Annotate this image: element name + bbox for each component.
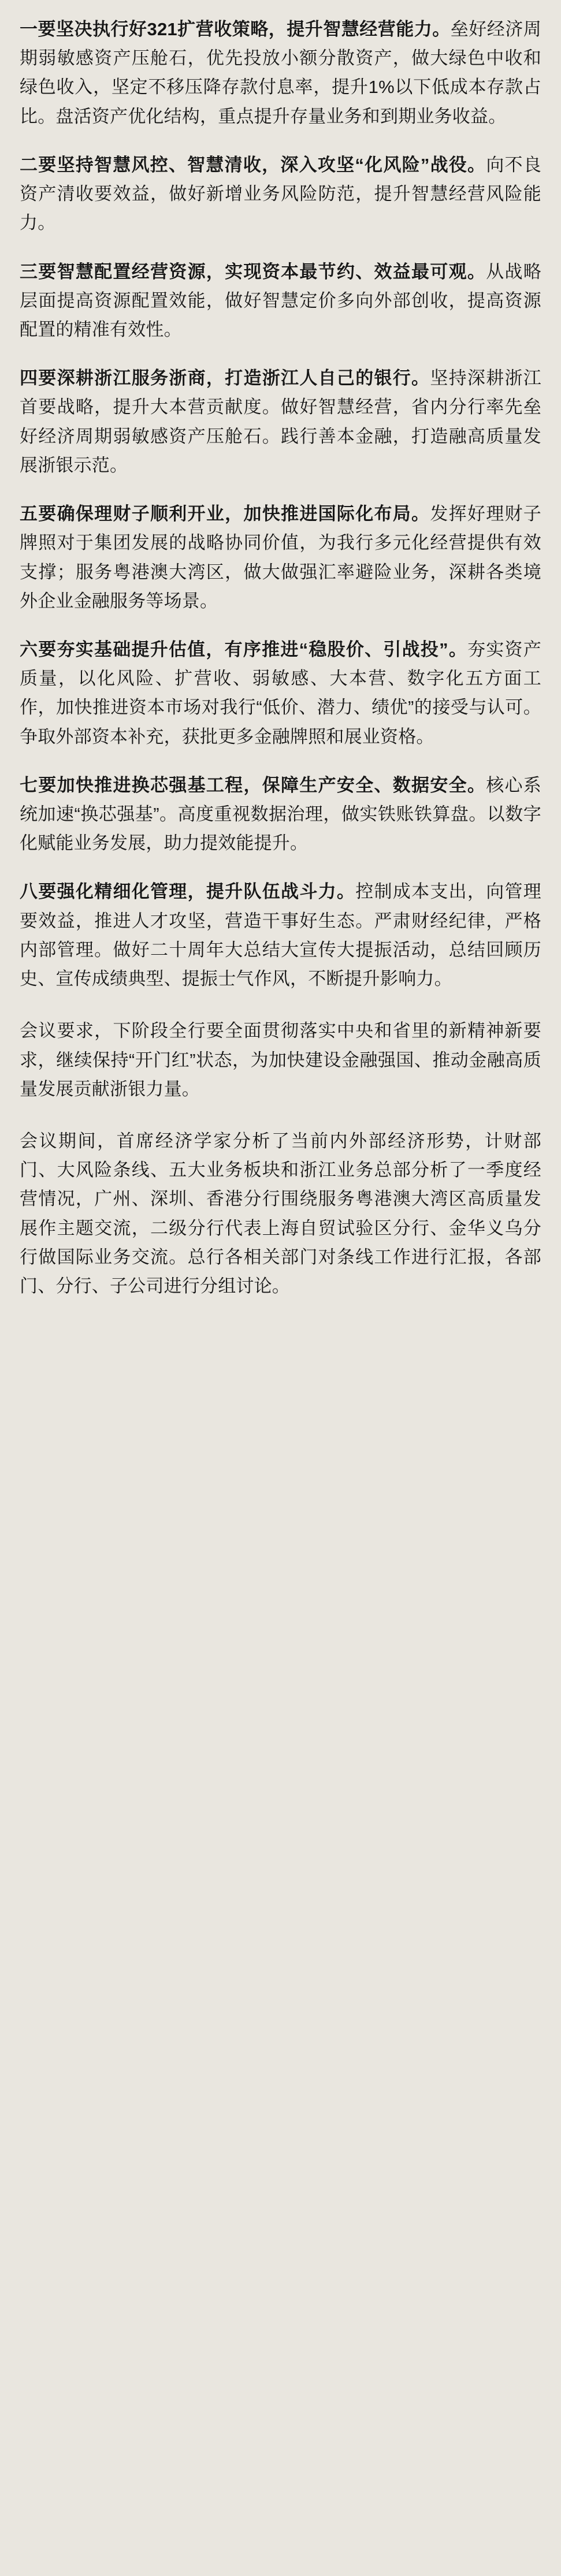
paragraph-2-lead: 二要坚持智慧风控、智慧清收，深入攻坚“化风险”战役。 [20,154,486,175]
paragraph-5-body: 发挥好理财子牌照对于集团发展的战略协同价值，为我行多元化经营提供有效支撑；服务粤港澳大湾区，做大做强汇率避险业务，深耕各类境外企业金融服务等场景。 [20,504,542,611]
paragraph-7 [20,771,541,858]
paragraph-3 [20,258,541,345]
paragraph-6 [20,635,541,751]
paragraph-10-body: 会议期间，首席经济学家分析了当前内外部经济形势，计财部门、大风险条线、五大业务板块和浙江业务总部分析了一季度经营情况，广州、深圳、香港分行围绕服务粤港澳大湾区高质量发展作主题交流，二级分行代表上海自贸试验区分行、金华义乌分行做国际业务交流。总行各相关部门对条线工作进行汇报，各部门、分行、子公司进行分组讨论。 [20,1131,541,1297]
paragraph-8-lead: 八要强化精细化管理，提升队伍战斗力。 [20,881,356,902]
paragraph-9 [20,1017,541,1104]
paragraph-8 [20,877,541,993]
paragraph-1-body: 垒好经济周期弱敏感资产压舱石，优先投放小额分散资产，做大绿色中收和绿色收入，坚定不移压降存款付息率，提升1%以下低成本存款占比。盘活资产优化结构，重点提升存量业务和到期业务收益。 [20,19,541,126]
paragraph-4-lead: 四要深耕浙江服务浙商，打造浙江人自己的银行。 [20,368,430,389]
paragraph-4 [20,364,541,480]
paragraph-9-body: 会议要求，下阶段全行要全面贯彻落实中央和省里的新精神新要求，继续保持“开门红”状态，为加快建设金融强国、推动金融高质量发展贡献浙银力量。 [20,1021,541,1099]
paragraph-7-body: 核心系统加速“换芯强基”。高度重视数据治理，做实铁账铁算盘。以数字化赋能业务发展，助力提效能提升。 [20,775,541,854]
paragraph-6-body: 夯实资产质量，以化风险、扩营收、弱敏感、大本营、数字化五方面工作，加快推进资本市场对我行“低价、潜力、绩优”的接受与认可。争取外部资本补充，获批更多金融牌照和展业资格。 [20,639,541,747]
paragraph-2-body: 向不良资产清收要效益，做好新增业务风险防范，提升智慧经营风险能力。 [20,154,541,233]
paragraph-5-lead: 五要确保理财子顺利开业，加快推进国际化布局。 [20,504,430,524]
paragraph-5 [20,500,541,616]
paragraph-7-lead: 七要加快推进换芯强基工程，保障生产安全、数据安全。 [20,775,486,795]
paragraph-6-lead: 六要夯实基础提升估值，有序推进“稳股价、引战投”。 [20,639,468,660]
paragraph-8-body: 控制成本支出，向管理要效益，推进人才攻坚，营造干事好生态。严肃财经纪律，严格内部管理。做好二十周年大总结大宣传大提振活动，总结回顾历史、宣传成绩典型、提振士气作风，不断提升影响力。 [20,881,541,989]
paragraph-2 [20,151,541,238]
paragraph-4-body: 坚持深耕浙江首要战略，提升大本营贡献度。做好智慧经营，省内分行率先垒好经济周期弱敏感资产压舱石。践行善本金融，打造融高质量发展浙银示范。 [20,368,542,475]
paragraph-1-lead: 一要坚决执行好321扩营收策略，提升智慧经营能力。 [20,19,451,39]
paragraph-3-body: 从战略层面提高资源配置效能，做好智慧定价多向外部创收，提高资源配置的精准有效性。 [20,261,541,340]
paragraph-3-lead: 三要智慧配置经营资源，实现资本最节约、效益最可观。 [20,261,486,282]
paragraph-10 [20,1127,541,1301]
paragraph-1 [20,15,541,131]
